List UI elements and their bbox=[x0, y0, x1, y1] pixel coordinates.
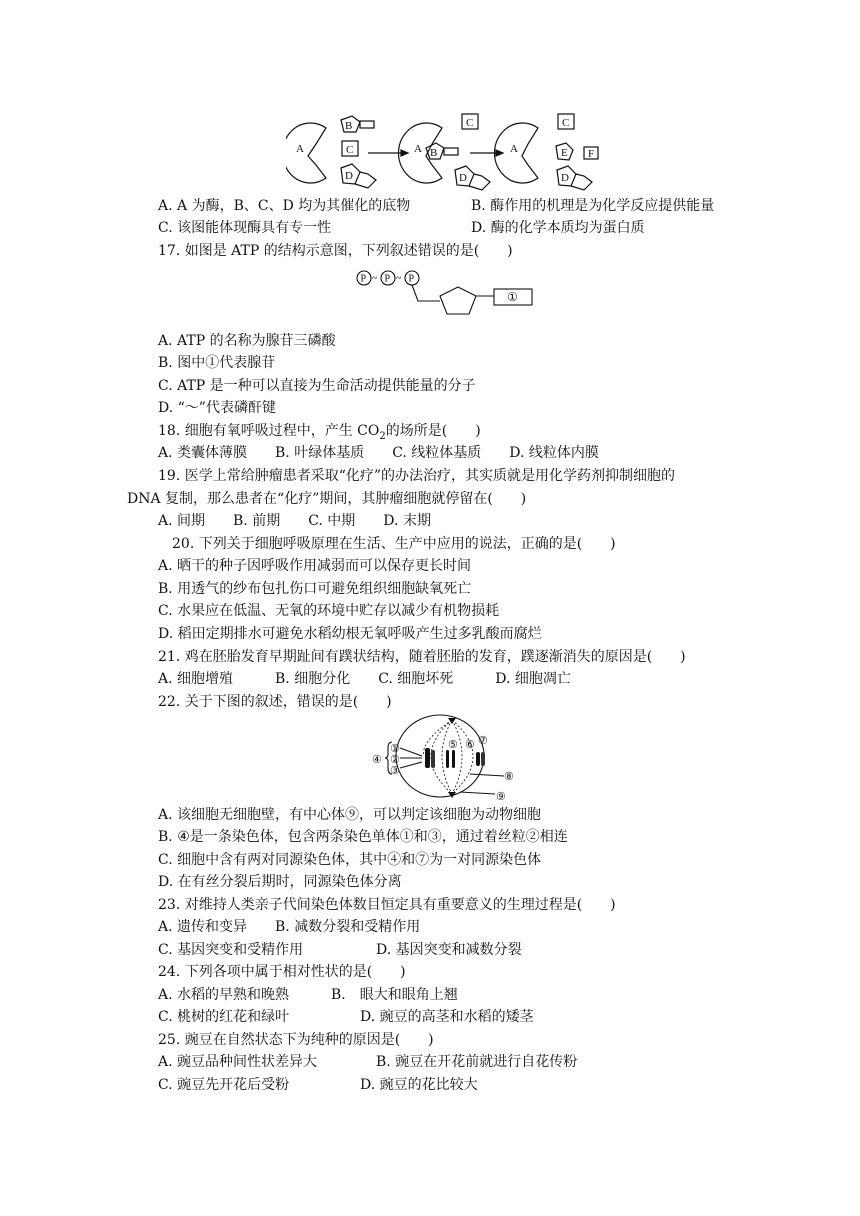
q20-option-a: A. 晒干的种子因呼吸作用减弱而可以保存更长时间 bbox=[158, 558, 472, 574]
label-4: ④ bbox=[372, 754, 382, 766]
enzyme-label-a-2: A bbox=[414, 143, 422, 155]
q23-stem: 23. 对维持人类亲子代间染色体数目恒定具有重要意义的生理过程是( ) bbox=[158, 897, 616, 913]
q16-option-c: C. 该图能体现酶具有专一性 bbox=[158, 220, 332, 236]
substrate-label-d: D bbox=[345, 170, 353, 182]
q22-option-d: D. 在有丝分裂后期时，同源染色体分离 bbox=[158, 874, 402, 890]
label-1: ① bbox=[390, 743, 400, 755]
q20-option-d: D. 稻田定期排水可避免水稻幼根无氧呼吸产生过多乳酸而腐烂 bbox=[158, 626, 542, 642]
mitosis-cell-diagram bbox=[370, 712, 520, 804]
atp-structure-diagram bbox=[352, 266, 542, 324]
bond-1-label: ~ bbox=[372, 273, 378, 284]
label-5: ⑤ bbox=[448, 739, 458, 751]
q24-option-ab: A. 水稻的早熟和晚熟 B. 眼大和眼角上翘 bbox=[158, 987, 458, 1003]
q19-stem-line1: 19. 医学上常给肿瘤患者采取“化疗”的办法治疗，其实质就是用化学药剂抑制细胞的 bbox=[158, 468, 676, 484]
enzyme-label-a: A bbox=[296, 143, 304, 155]
substrate-label-b: B bbox=[345, 120, 353, 132]
substrate-label-b-2: B bbox=[430, 147, 438, 159]
enzyme-label-a-3: A bbox=[510, 143, 518, 155]
q19-options: A. 间期 B. 前期 C. 中期 D. 末期 bbox=[158, 513, 431, 529]
q25-option-b: B. 豌豆在开花前就进行自花传粉 bbox=[376, 1054, 578, 1070]
q23-option-ab: A. 遗传和变异 B. 减数分裂和受精作用 bbox=[158, 919, 421, 935]
bond-2-label: ~ bbox=[396, 273, 402, 284]
q22-option-a: A. 该细胞无细胞壁，有中心体⑨，可以判定该细胞为动物细胞 bbox=[158, 807, 542, 823]
q25-option-d: D. 豌豆的花比较大 bbox=[360, 1077, 478, 1093]
q20-option-b: B. 用透气的纱布包扎伤口可避免组织细胞缺氧死亡 bbox=[158, 581, 472, 597]
product-label-e: E bbox=[561, 147, 568, 159]
q16-option-d: D. 酶的化学本质均为蛋白质 bbox=[471, 220, 645, 236]
q25-option-c: C. 豌豆先开花后受粉 bbox=[158, 1077, 290, 1093]
q24-option-d: D. 豌豆的高茎和水稻的矮茎 bbox=[360, 1009, 534, 1025]
q18-stem: 18. 细胞有氧呼吸过程中，产生 $CO_2$的场所是( ) bbox=[158, 423, 481, 442]
substrate-label-c-2: C bbox=[466, 117, 474, 129]
base-label: ① bbox=[507, 290, 518, 304]
enzyme-substrate-diagram bbox=[286, 108, 616, 194]
q25-option-a: A. 豌豆品种间性状差异大 bbox=[158, 1054, 318, 1070]
q17-stem: 17. 如图是 ATP 的结构示意图，下列叙述错误的是( ) bbox=[158, 243, 513, 259]
q19-stem-line2: DNA 复制，那么患者在“化疗”期间，其肿瘤细胞就停留在( ) bbox=[127, 491, 527, 507]
product-label-f: F bbox=[588, 148, 595, 160]
q24-stem: 24. 下列各项中属于相对性状的是( ) bbox=[158, 964, 406, 980]
q22-option-b: B. ④是一条染色体，包含两条染色单体①和③，通过着丝粒②相连 bbox=[158, 829, 568, 845]
q23-option-c: C. 基因突变和受精作用 bbox=[158, 942, 304, 958]
q17-option-c: C. ATP 是一种可以直接为生命活动提供能量的分子 bbox=[158, 378, 476, 394]
q24-option-c: C. 桃树的红花和绿叶 bbox=[158, 1009, 290, 1025]
label-7: ⑦ bbox=[478, 735, 488, 747]
label-3: ③ bbox=[390, 765, 400, 777]
q17-option-b: B. 图中①代表腺苷 bbox=[158, 355, 276, 371]
q17-option-d: D. “～”代表磷酐键 bbox=[158, 400, 276, 416]
phosphate-2-label: P bbox=[384, 273, 391, 285]
phosphate-3-label: P bbox=[408, 273, 415, 285]
q22-option-c: C. 细胞中含有两对同源染色体，其中④和⑦为一对同源染色体 bbox=[158, 852, 542, 868]
q23-option-d: D. 基因突变和减数分裂 bbox=[376, 942, 522, 958]
label-6: ⑥ bbox=[465, 739, 475, 751]
phosphate-1-label: P bbox=[360, 273, 367, 285]
q21-stem: 21. 鸡在胚胎发育早期趾间有蹼状结构，随着胚胎的发育，蹼逐渐消失的原因是( ) bbox=[158, 649, 686, 665]
q17-option-a: A. ATP 的名称为腺苷三磷酸 bbox=[158, 333, 336, 349]
q18-options: A. 类囊体薄膜 B. 叶绿体基质 C. 线粒体基质 D. 线粒体内膜 bbox=[158, 445, 599, 461]
q20-option-c: C. 水果应在低温、无氧的环境中贮存以减少有机物损耗 bbox=[158, 603, 500, 619]
q20-stem: 20. 下列关于细胞呼吸原理在生活、生产中应用的说法，正确的是( ) bbox=[172, 536, 616, 552]
substrate-label-d-2: D bbox=[459, 172, 467, 184]
q16-option-a: A. A 为酶，B、C、D 均为其催化的底物 bbox=[158, 198, 411, 214]
q22-stem: 22. 关于下图的叙述，错误的是( ) bbox=[158, 694, 392, 710]
label-2: ② bbox=[390, 754, 400, 766]
q16-option-b: B. 酶作用的机理是为化学反应提供能量 bbox=[471, 198, 715, 214]
label-9: ⑨ bbox=[496, 791, 506, 803]
q25-stem: 25. 豌豆在自然状态下为纯种的原因是( ) bbox=[158, 1032, 434, 1048]
substrate-label-d-3: D bbox=[561, 172, 569, 184]
label-8: ⑧ bbox=[504, 771, 514, 783]
q21-options: A. 细胞增殖 B. 细胞分化 C. 细胞坏死 D. 细胞凋亡 bbox=[158, 671, 571, 687]
substrate-label-c: C bbox=[346, 144, 354, 156]
substrate-label-c-3: C bbox=[562, 117, 570, 129]
